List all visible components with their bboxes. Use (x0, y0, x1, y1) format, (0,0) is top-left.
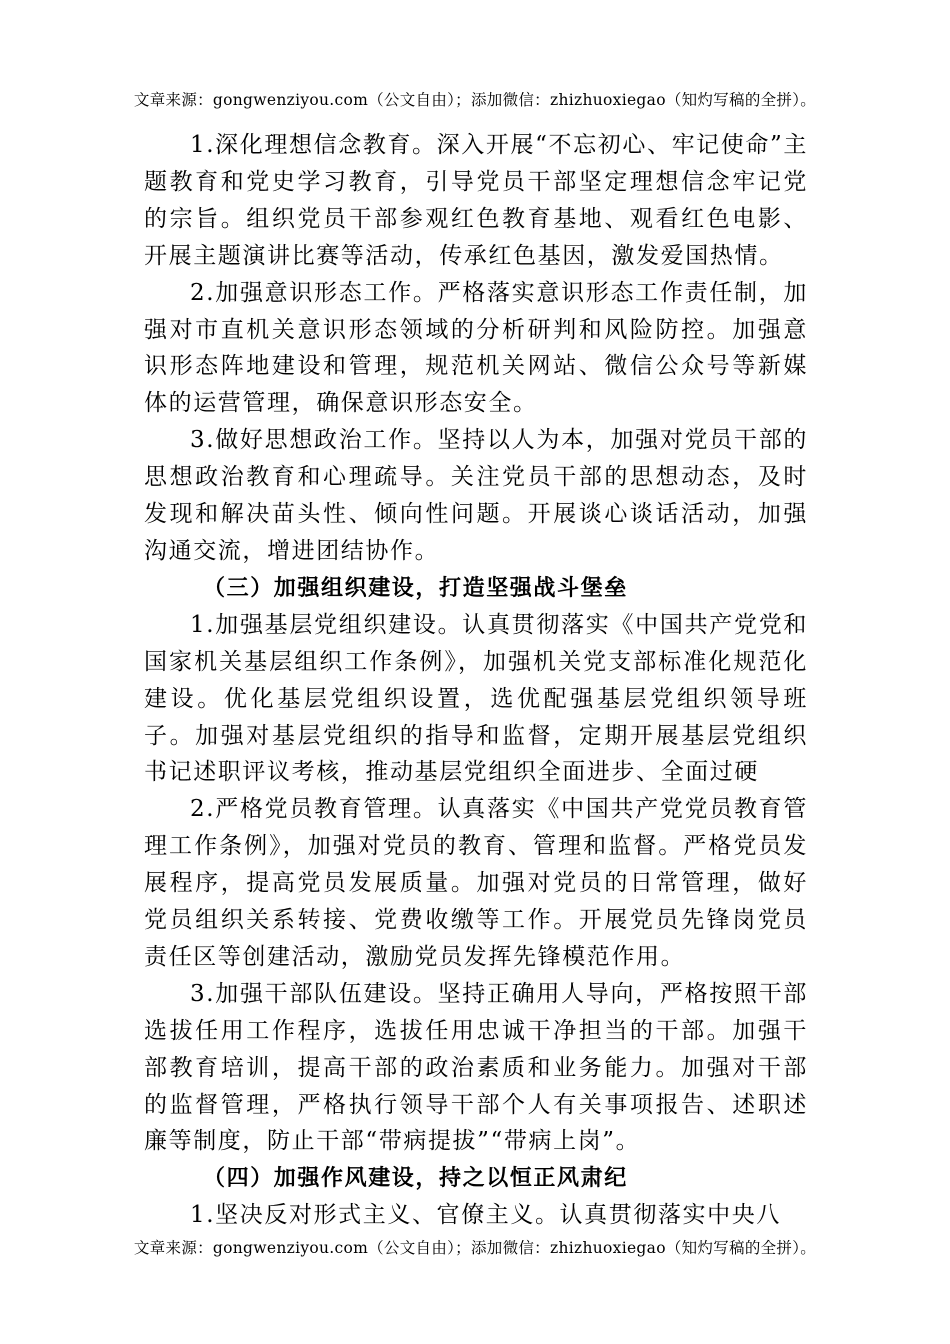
page-header-source: 文章来源：gongwenziyou.com（公文自由）；添加微信：zhizhuoxiegao（知灼写稿的全拼）。 (133, 91, 817, 109)
section-heading-organization: （三）加强组织建设，打造坚强战斗堡垒 (203, 574, 628, 601)
paragraph-political-work: 3.做好思想政治工作。坚持以人为本，加强对党员干部的思想政治教育和心理疏导。关注党员干部的思想动态，及时发现和解决苗头性、倾向性问题。开展谈心谈话活动，加强沟通交流，增进团结协作。 (144, 427, 808, 564)
page-footer-source: 文章来源：gongwenziyou.com（公文自由）；添加微信：zhizhuoxiegao（知灼写稿的全拼）。 (133, 1239, 817, 1257)
section-heading-work-style: （四）加强作风建设，持之以恒正风肃纪 (203, 1165, 628, 1192)
paragraph-cadre-team: 3.加强干部队伍建设。坚持正确用人导向，严格按照干部选拔任用工作程序，选拔任用忠诚干净担当的干部。加强干部教育培训，提高干部的政治素质和业务能力。加强对干部的监督管理，严格执行领导干部个人有关事项报告、述职述廉等制度，防止干部“带病提拔”“带病上岗”。 (144, 980, 808, 1155)
paragraph-member-education: 2.严格党员教育管理。认真落实《中国共产党党员教育管理工作条例》，加强对党员的教育、管理和监督。严格党员发展程序，提高党员发展质量。加强对党员的日常管理，做好党员组织关系转接、党费收缴等工作。开展党员先锋岗党员责任区等创建活动，激励党员发挥先锋模范作用。 (144, 796, 808, 970)
document-body (144, 127, 808, 1234)
paragraph-anti-formalism: 1.坚决反对形式主义、官僚主义。认真贯彻落实中央八 (190, 1202, 781, 1229)
paragraph-ideology-work: 2.加强意识形态工作。严格落实意识形态工作责任制，加强对市直机关意识形态领域的分析研判和风险防控。加强意识形态阵地建设和管理，规范机关网站、微信公众号等新媒体的运营管理，确保意识形态安全。 (144, 279, 808, 417)
paragraph-grassroots-organization: 1.加强基层党组织建设。认真贯彻落实《中国共产党党和国家机关基层组织工作条例》，加强机关党支部标准化规范化建设。优化基层党组织设置，选优配强基层党组织领导班子。加强对基层党组织的指导和监督，定期开展基层党组织书记述职评议考核，推动基层党组织全面进步、全面过硬 (144, 611, 808, 786)
paragraph-ideal-belief-education: 1.深化理想信念教育。深入开展“不忘初心、牢记使命”主题教育和党史学习教育，引导党员干部坚定理想信念牢记党的宗旨。组织党员干部参观红色教育基地、观看红色电影、开展主题演讲比赛等活动，传承红色基因，激发爱国热情。 (144, 132, 808, 269)
